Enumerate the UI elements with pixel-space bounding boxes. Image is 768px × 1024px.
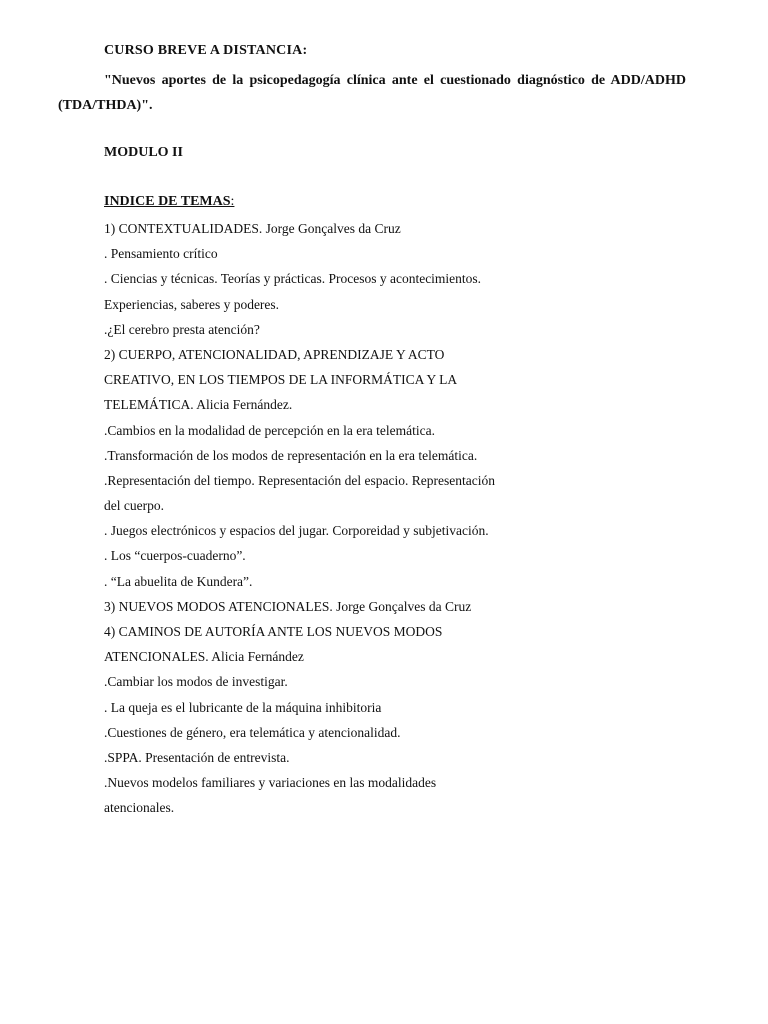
topic-line: .Cambios en la modalidad de percepción en la era telemática.	[104, 422, 435, 438]
module-label: MODULO II	[104, 145, 183, 160]
topic-line: 4) CAMINOS DE AUTORÍA ANTE LOS NUEVOS MODOS	[104, 624, 443, 639]
topic-line: CREATIVO, EN LOS TIEMPOS DE LA INFORMÁTICA Y LA	[104, 372, 458, 388]
topic-line: .Transformación de los modos de representación en la era telemática.	[104, 447, 478, 463]
topic-line: .SPPA. Presentación de entrevista.	[104, 749, 290, 765]
topic-line: ATENCIONALES. Alicia Fernández	[104, 649, 304, 665]
topic-line: .Cuestiones de género, era telemática y atencionalidad.	[104, 724, 401, 740]
topic-line: Experiencias, saberes y poderes.	[104, 296, 280, 312]
topic-line: 2) CUERPO, ATENCIONALIDAD, APRENDIZAJE Y ACTO	[104, 346, 445, 362]
topic-line: . Pensamiento crítico	[104, 246, 218, 262]
topics-list	[104, 216, 664, 821]
topic-line: del cuerpo.	[104, 498, 164, 514]
topic-line: .Cambiar los modos de investigar.	[104, 674, 288, 690]
topic-line: atencionales.	[104, 800, 175, 816]
topic-line: .Representación del tiempo. Representación del espacio. Representación	[104, 472, 495, 488]
course-title: "Nuevos aportes de la psicopedagogía clínica ante el cuestionado diagnóstico de ADD/ADHD (TDA/THDA)".	[58, 73, 686, 113]
index-title-colon: :	[230, 194, 235, 209]
topic-line: . “La abuelita de Kundera”.	[104, 573, 253, 589]
topic-line: .¿El cerebro presta atención?	[104, 321, 260, 337]
index-title-text: INDICE DE TEMAS	[104, 194, 231, 209]
topic-line: . La queja es el lubricante de la máquina inhibitoria	[104, 699, 382, 715]
index-title	[104, 194, 234, 210]
topic-line: . Ciencias y técnicas. Teorías y prácticas. Procesos y acontecimientos.	[104, 271, 482, 287]
topic-line: 3) NUEVOS MODOS ATENCIONALES. Jorge Gonçalves da Cruz	[104, 598, 472, 614]
topic-line: .Nuevos modelos familiares y variaciones en las modalidades	[104, 775, 437, 791]
topic-line: TELEMÁTICA. Alicia Fernández.	[104, 397, 293, 413]
course-heading: CURSO BREVE A DISTANCIA:	[104, 43, 308, 58]
topic-line: 1) CONTEXTUALIDADES. Jorge Gonçalves da Cruz	[104, 221, 401, 236]
topic-line: . Los “cuerpos-cuaderno”.	[104, 548, 246, 564]
topic-line: . Juegos electrónicos y espacios del jugar. Corporeidad y subjetivación.	[104, 523, 489, 539]
